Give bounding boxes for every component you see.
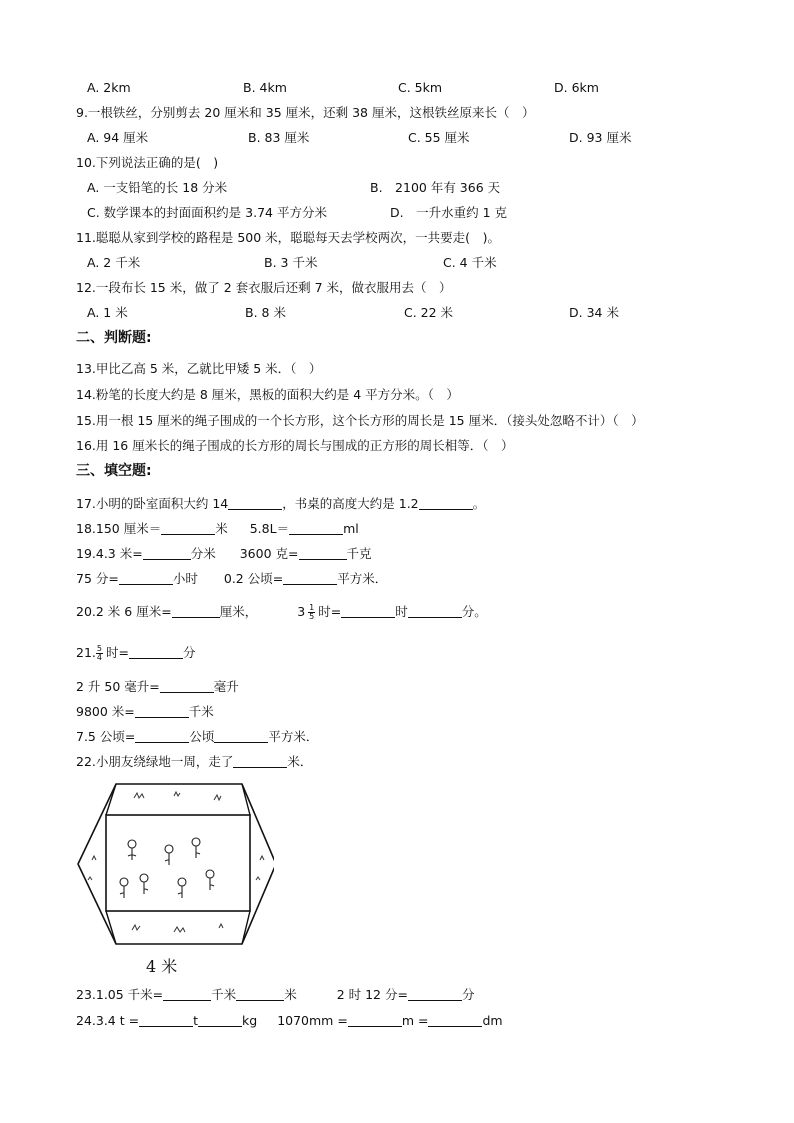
flower-3: [192, 838, 200, 858]
q17-blank-2[interactable]: [419, 496, 473, 510]
q20-text-b: 厘米，: [219, 604, 258, 619]
q21-line-2: [76, 679, 239, 695]
q19-blank-1[interactable]: [143, 546, 191, 560]
q19-text-c: 3600 克=: [239, 546, 299, 561]
q19-line-2: [76, 571, 387, 587]
section-heading-fill-in: 三、填空题:: [76, 463, 152, 479]
q12-option-c: C. 22 米: [404, 305, 454, 320]
q22-question: [76, 754, 312, 770]
q21d-text-b: 公顷: [189, 729, 215, 744]
q20-text-d: 时: [395, 604, 408, 619]
q23-text-b: 千米: [211, 987, 237, 1002]
q18-question: [76, 521, 359, 537]
q24-text-d: 1070mm =: [277, 1013, 348, 1028]
q24-text-b: t: [193, 1013, 198, 1028]
q10-option-a: A. 一支铅笔的长 18 分米: [87, 180, 228, 195]
q12-question: 12.一段布长 15 米，做了 2 套衣服后还剩 7 米，做衣服用去（ ）: [76, 280, 452, 295]
q9-option-d: D. 93 厘米: [569, 130, 632, 145]
q19b-blank-2[interactable]: [283, 571, 337, 585]
q12-option-a: A. 1 米: [87, 305, 128, 320]
q24-text-f: dm: [482, 1013, 503, 1028]
q21-text-b: 时=: [105, 645, 129, 660]
q19-text-d: 千克: [346, 546, 372, 561]
q8-option-a: A. 2km: [87, 80, 131, 95]
lawn-figure: [74, 780, 274, 980]
q21d-text-c: 平方米．: [268, 729, 319, 744]
q24-blank-3[interactable]: [348, 1013, 402, 1027]
q22-blank[interactable]: [233, 754, 287, 768]
q21d-text-a: 7.5 公顷=: [76, 729, 136, 744]
q17-blank-1[interactable]: [228, 496, 282, 510]
q10-option-c: C. 数学课本的封面面积约是 3.74 平方分米: [87, 205, 327, 220]
q17-text-b: ，书桌的高度大约是 1.2: [282, 496, 419, 511]
q17-text-a: 17.小明的卧室面积大约 14: [76, 496, 229, 511]
q10-option-d: D. 一升水重约 1 克: [390, 205, 507, 220]
q23-text-e: 分: [461, 987, 475, 1002]
q23-blank-1[interactable]: [163, 987, 211, 1001]
corner-line-tl: [106, 784, 116, 815]
q24-text-e: m =: [401, 1013, 429, 1028]
q22-text-a: 22.小朋友绕绿地一周，走了: [76, 754, 234, 769]
q24-blank-1[interactable]: [139, 1013, 193, 1027]
figure-label: 4 米: [146, 957, 178, 976]
q19b-text-b: 小时: [172, 571, 198, 586]
q16-question: 16.用 16 厘米长的绳子围成的长方形的周长与围成的正方形的周长相等．（ ）: [76, 438, 514, 453]
q11-option-c: C. 4 千米: [443, 255, 497, 270]
q18-text-a: 18.150 厘米＝: [76, 521, 162, 536]
q21-fraction: [96, 645, 103, 662]
q24-text-c: kg: [242, 1013, 258, 1028]
q21d-blank-1[interactable]: [135, 729, 189, 743]
q9-option-c: C. 55 厘米: [408, 130, 470, 145]
q19-text-b: 分米: [190, 546, 216, 561]
q23-text-d: 2 时 12 分=: [336, 987, 408, 1002]
q10-option-b: B. 2100 年有 366 天: [370, 180, 501, 195]
hexagon-outline: [78, 784, 274, 944]
q20-text-a: 20.2 米 6 厘米=: [76, 604, 172, 619]
q19-blank-2[interactable]: [299, 546, 347, 560]
q19b-blank-1[interactable]: [119, 571, 173, 585]
q21c-text-b: 千米: [188, 704, 214, 719]
q21b-text-a: 2 升 50 毫升=: [76, 679, 160, 694]
q18-text-d: ml: [343, 521, 359, 536]
q24-question: [76, 1013, 503, 1029]
q18-text-b: 米: [215, 521, 228, 536]
q23-blank-2[interactable]: [236, 987, 284, 1001]
q23-text-a: 23.1.05 千米=: [76, 987, 164, 1002]
q11-option-a: A. 2 千米: [87, 255, 141, 270]
q21-line-4: [76, 729, 318, 745]
q21b-text-b: 毫升: [213, 679, 239, 694]
q20-fraction-num: 1: [309, 603, 315, 612]
q9-option-b: B. 83 厘米: [248, 130, 310, 145]
q23-blank-3[interactable]: [408, 987, 462, 1001]
q20-text-e: 分。: [461, 604, 487, 619]
q8-option-d: D. 6km: [554, 80, 599, 95]
q9-option-a: A. 94 厘米: [87, 130, 149, 145]
q13-question: 13.甲比乙高 5 米，乙就比甲矮 5 米．（ ）: [76, 361, 322, 376]
q8-option-b: B. 4km: [243, 80, 287, 95]
q20-whole: 3: [297, 604, 306, 619]
q12-option-b: B. 8 米: [245, 305, 286, 320]
q19-text-a: 19.4.3 米=: [76, 546, 143, 561]
q17-text-c: 。: [472, 496, 486, 511]
q21c-text-a: 9800 米=: [76, 704, 135, 719]
q20-question: [76, 604, 487, 621]
q21d-blank-2[interactable]: [214, 729, 268, 743]
q21-fraction-num: 5: [96, 644, 102, 653]
section-heading-judgment: 二、判断题:: [76, 330, 152, 346]
q20-text-c: 时=: [318, 604, 342, 619]
q20-blank-1[interactable]: [172, 604, 220, 618]
q21c-blank[interactable]: [135, 704, 189, 718]
q19b-text-c: 0.2 公顷=: [223, 571, 284, 586]
flower-1: [128, 840, 136, 860]
q12-option-d: D. 34 米: [569, 305, 619, 320]
q23-text-c: 米: [284, 987, 297, 1002]
q21b-blank[interactable]: [160, 679, 214, 693]
q14-question: 14.粉笔的长度大约是 8 厘米，黑板的面积大约是 4 平方分米。（ ）: [76, 387, 459, 402]
q18-text-c: 5.8L＝: [249, 521, 290, 536]
flower-7: [206, 870, 214, 890]
q20-fraction-den: 5: [309, 612, 315, 621]
q24-text-a: 24.3.4 t =: [76, 1013, 140, 1028]
q9-question: 9.一根铁丝，分别剪去 20 厘米和 35 厘米，还剩 38 厘米，这根铁丝原来长（ ）: [76, 105, 535, 120]
q10-question: 10.下列说法正确的是( ): [76, 155, 219, 170]
q20-blank-2[interactable]: [341, 604, 395, 618]
flower-marks: [120, 838, 214, 898]
q24-blank-2[interactable]: [198, 1013, 242, 1027]
flower-6: [178, 878, 186, 898]
flower-5: [140, 874, 148, 894]
q11-question: 11.聪聪从家到学校的路程是 500 米，聪聪每天去学校两次，一共要走( )。: [76, 230, 500, 245]
q21-fraction-den: 4: [96, 653, 102, 662]
q21-question: [76, 645, 195, 662]
q23-question: [76, 987, 474, 1003]
q18-blank-1[interactable]: [161, 521, 215, 535]
q11-option-b: B. 3 千米: [264, 255, 318, 270]
q21-text-a: 21.: [76, 645, 96, 660]
q20-blank-3[interactable]: [408, 604, 462, 618]
q22-text-b: 米．: [287, 754, 313, 769]
q15-question: 15.用一根 15 厘米的绳子围成的一个长方形，这个长方形的周长是 15 厘米．（接头处忽略不计）（ ）: [76, 413, 644, 428]
q24-blank-4[interactable]: [428, 1013, 482, 1027]
q17-question: [76, 496, 485, 512]
q19-line-1: [76, 546, 372, 562]
q21-text-c: 分: [182, 645, 196, 660]
square-flower-bed: [106, 815, 250, 911]
q21-blank-1[interactable]: [129, 645, 183, 659]
flower-2: [165, 845, 173, 865]
q20-fraction: [308, 604, 315, 621]
q19b-text-d: 平方米．: [337, 571, 388, 586]
flower-4: [120, 878, 128, 898]
q21-line-3: [76, 704, 214, 720]
q19b-text-a: 75 分=: [76, 571, 119, 586]
q18-blank-2[interactable]: [289, 521, 343, 535]
q8-option-c: C. 5km: [398, 80, 443, 95]
